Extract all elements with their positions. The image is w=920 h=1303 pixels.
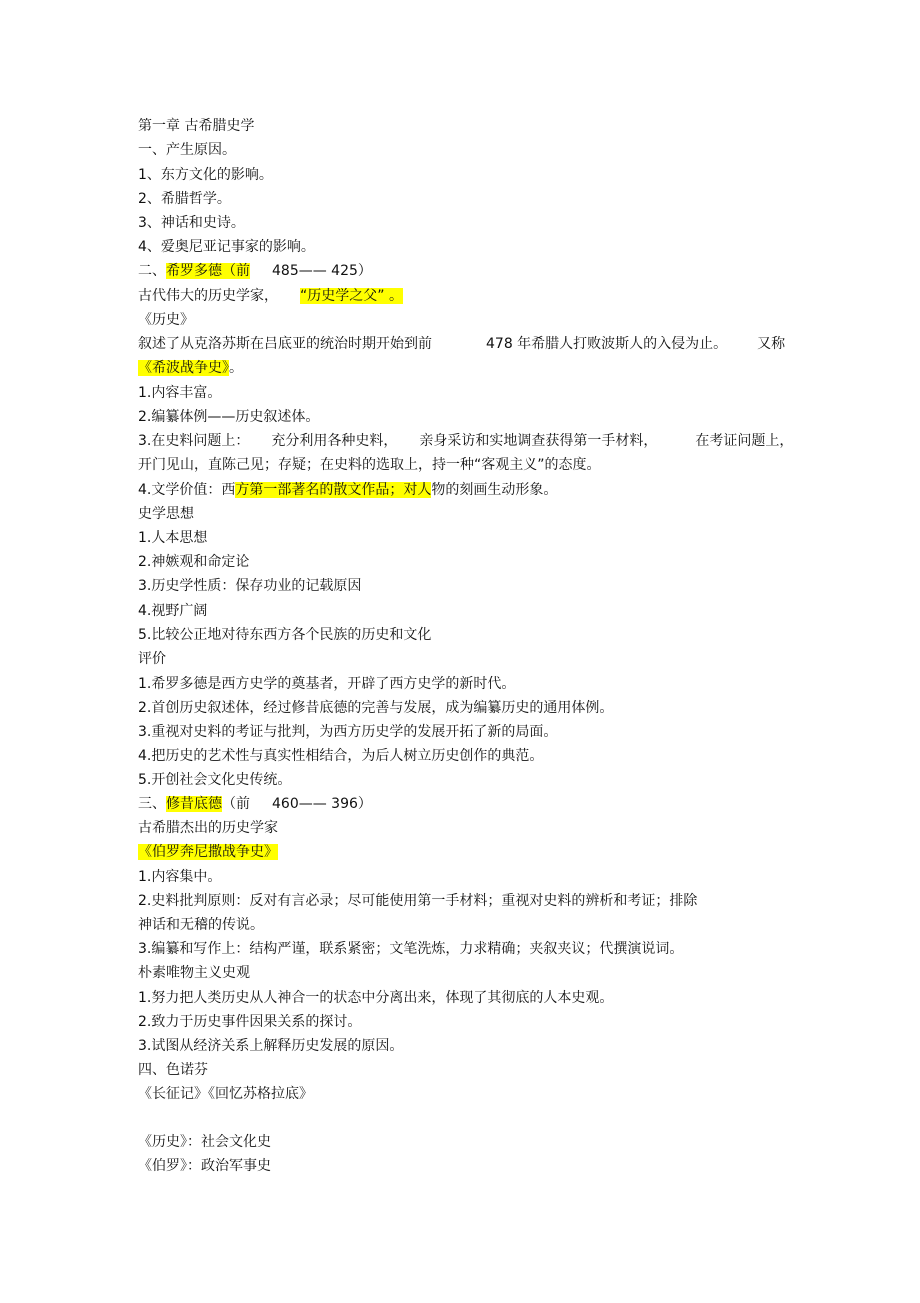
list-item: 3.历史学性质：保存功业的记载原因 (138, 578, 362, 594)
paragraph: 古希腊杰出的历史学家 (138, 820, 278, 836)
list-item: 3、神话和史诗。 (138, 215, 245, 231)
section-heading: 一、产生原因。 (138, 142, 236, 158)
paragraph: 《伯罗》：政治军事史 (138, 1158, 271, 1174)
list-item: 3.重视对史料的考证与批判，为西方历史学的发展开拓了新的局面。 (138, 724, 558, 740)
list-item: 4.文学价值：西方第一部著名的散文作品；对人物的刻画生动形象。 (138, 482, 558, 498)
list-item: 3.在史料问题上： 充分利用各种史料， 亲身采访和实地调查获得第一手材料， 在考证问题上， (138, 433, 794, 449)
paragraph: 神话和无稽的传说。 (138, 917, 264, 933)
list-item: 3.试图从经济关系上解释历史发展的原因。 (138, 1038, 404, 1054)
list-item: 1.人本思想 (138, 530, 208, 546)
list-item: 3.编纂和写作上：结构严谨，联系紧密；文笔洗炼，力求精确；夹叙夹议；代撰演说词。 (138, 941, 684, 957)
paragraph (138, 843, 278, 861)
list-item: 4.视野广阔 (138, 603, 208, 619)
list-item: 1、东方文化的影响。 (138, 167, 273, 183)
sub-heading: 评价 (138, 651, 166, 667)
list-item: 2.神嫉观和命定论 (138, 554, 250, 570)
paragraph: 《历史》：社会文化史 (138, 1134, 271, 1150)
list-item: 2、希腊哲学。 (138, 191, 231, 207)
paragraph: 古代伟大的历史学家， “历史学之父” 。 (138, 288, 403, 304)
book-title: 《历史》 (138, 312, 194, 328)
highlight: 希罗多德（前 (166, 263, 250, 279)
sub-heading: 史学思想 (138, 506, 194, 522)
list-item: 4、爱奥尼亚记事家的影响。 (138, 239, 315, 255)
highlight: 方第一部著名的散文作品；对人 (235, 482, 432, 498)
list-item: 4.把历史的艺术性与真实性相结合，为后人树立历史创作的典范。 (138, 748, 544, 764)
list-item: 2.首创历史叙述体，经过修昔底德的完善与发展，成为编纂历史的通用体例。 (138, 700, 614, 716)
section-heading: 二、希罗多德（前 485—— 425） (138, 263, 372, 279)
list-item: 5.开创社会文化史传统。 (138, 772, 292, 788)
list-item: 5.比较公正地对待东西方各个民族的历史和文化 (138, 627, 432, 643)
highlight: 《希波战争史》 (138, 360, 229, 376)
chapter-title: 第一章 古希腊史学 (138, 118, 255, 134)
list-item: 1.努力把人类历史从人神合一的状态中分离出来，体现了其彻底的人本史观。 (138, 990, 614, 1006)
paragraph: 《希波战争史》。 (138, 360, 243, 376)
sub-heading: 朴素唯物主义史观 (138, 965, 250, 981)
list-item: 1.内容丰富。 (138, 385, 222, 401)
list-item: 1.希罗多德是西方史学的奠基者，开辟了西方史学的新时代。 (138, 676, 516, 692)
list-item: 2.史料批判原则：反对有言必录；尽可能使用第一手材料；重视对史料的辨析和考证；排除 (138, 893, 698, 909)
paragraph: 开门见山，直陈己见；存疑；在史料的选取上，持一种“客观主义”的态度。 (138, 457, 601, 473)
paragraph: 叙述了从克洛苏斯在吕底亚的统治时期开始到前 478 年希腊人打败波斯人的入侵为止。 又称 (138, 336, 786, 352)
section-heading: 四、色诺芬 (138, 1062, 208, 1078)
highlight: 修昔底德 (166, 796, 222, 812)
highlight: “历史学之父” 。 (300, 288, 403, 304)
book-titles: 《长征记》《回忆苏格拉底》 (138, 1086, 313, 1102)
list-item: 2.编纂体例——历史叙述体。 (138, 409, 320, 425)
list-item: 1.内容集中。 (138, 869, 222, 885)
highlight: 《伯罗奔尼撒战争史》 (138, 844, 278, 860)
section-heading: 三、修昔底德（前 460—— 396） (138, 796, 372, 812)
list-item: 2.致力于历史事件因果关系的探讨。 (138, 1014, 362, 1030)
